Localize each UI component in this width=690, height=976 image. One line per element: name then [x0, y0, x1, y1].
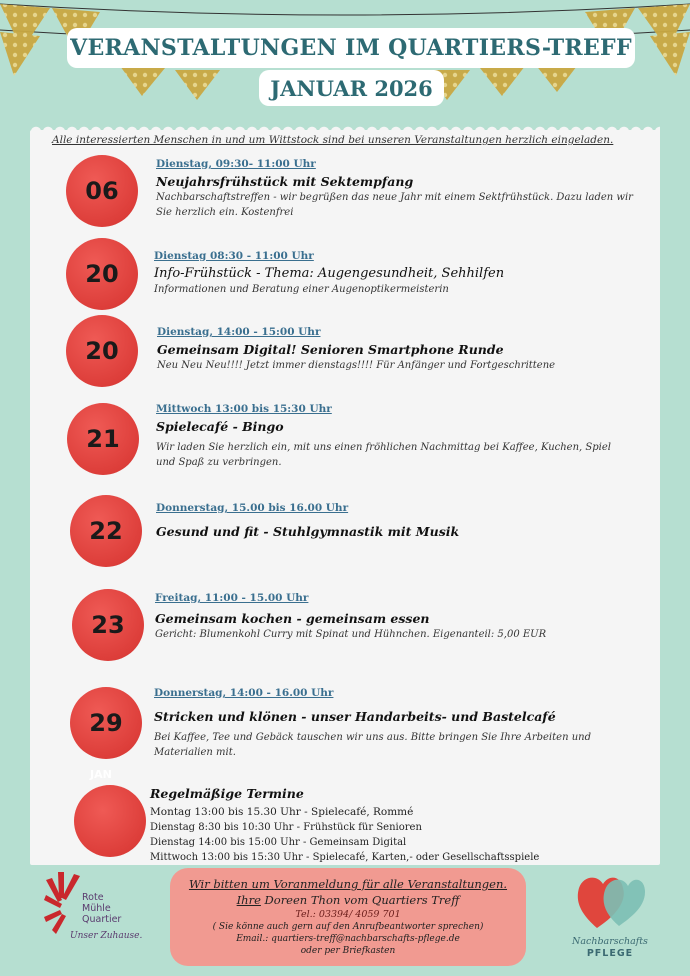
event-time: Dienstag 08:30 - 11:00 Uhr — [154, 250, 314, 262]
intro-text: Alle interessierten Menschen in und um Wittstock sind bei unseren Veranstaltungen herzlich eingeladen. — [52, 134, 614, 146]
rote-muehle-logo — [44, 870, 154, 950]
page-title: VERANSTALTUNGEN IM QUARTIERS-TREFF — [70, 35, 632, 61]
regular-line: Mittwoch 13:00 bis 15:30 Uhr - Spielecafé, Karten,- oder Gesellschaftsspiele — [150, 852, 540, 863]
logo-word: Rote — [82, 892, 104, 903]
event-time: Dienstag, 09:30- 11:00 Uhr — [156, 158, 316, 170]
regular-line: Dienstag 14:00 bis 15:00 Uhr - Gemeinsam Digital — [150, 837, 407, 848]
registration-note: Wir bitten um Voranmeldung für alle Veranstaltungen. — [188, 877, 508, 891]
signature-prefix: Ihre — [236, 893, 261, 907]
event-item — [157, 326, 637, 373]
event-description: Wir laden Sie herzlich ein, mit uns einen fröhlichen Nachmittag bei Kaffee, Kuchen, Spiel und Spaß zu verbringen. — [156, 442, 611, 468]
logo-word: Quartier — [82, 914, 122, 925]
title-banner — [67, 28, 635, 68]
event-item — [156, 158, 636, 220]
event-item — [156, 403, 636, 470]
mill-rays-icon — [44, 870, 84, 940]
event-description: Neu Neu Neu!!!! Jetzt immer dienstags!!!! Für Anfänger und Fortgeschrittene — [157, 360, 556, 371]
date-circle: 22 — [70, 495, 142, 567]
event-title: Neujahrsfrühstück mit Sektempfang — [156, 174, 414, 189]
date-circle: 29 — [70, 687, 142, 759]
event-time: Mittwoch 13:00 bis 15:30 Uhr — [156, 403, 332, 415]
contact-email: Email.: quartiers-treff@nachbarschafts-pflege.de — [236, 934, 460, 944]
contact-box — [170, 868, 526, 966]
event-title: Spielecafé - Bingo — [156, 419, 284, 434]
logo-word: Mühle — [82, 903, 111, 914]
hearts-icon — [575, 870, 645, 934]
event-title: Gemeinsam Digital! Senioren Smartphone Runde — [157, 342, 504, 357]
event-description: Informationen und Beratung einer Augenoptikermeisterin — [154, 284, 449, 295]
voicemail-note: ( Sie könne auch gern auf den Anrufbeantworter sprechen) — [212, 922, 484, 932]
page-subtitle: JANUAR 2026 — [270, 75, 433, 101]
event-time: Donnerstag, 14:00 - 16.00 Uhr — [154, 687, 334, 699]
date-circle: 20 — [66, 315, 138, 387]
regular-line: Dienstag 8:30 bis 10:30 Uhr - Frühstück für Senioren — [150, 822, 422, 833]
mailbox-note: oder per Briefkasten — [300, 946, 396, 956]
event-title: Info-Frühstück - Thema: Augengesundheit, Sehhilfen — [154, 266, 505, 281]
event-title: Gemeinsam kochen - gemeinsam essen — [155, 611, 430, 626]
logo-name-top: Nachbarschafts — [572, 936, 648, 947]
event-description: Nachbarschaftstreffen - wir begrüßen das neue Jahr mit einem Sektfrühstück. Dazu laden wir Sie herzlich ein. Kostenfrei — [156, 192, 633, 218]
event-time: Donnerstag, 15.00 bis 16.00 Uhr — [156, 502, 349, 514]
nachbarschafts-pflege-logo — [560, 870, 660, 960]
regular-title: Regelmäßige Termine — [150, 786, 304, 801]
event-item — [155, 592, 635, 642]
event-title: Stricken und klönen - unser Handarbeits- und Bastelcafé — [154, 709, 556, 724]
event-item — [154, 687, 634, 760]
event-description: Bei Kaffee, Tee und Gebäck tauschen wir uns aus. Bitte bringen Sie Ihre Arbeiten und Materialien mit. — [154, 732, 591, 758]
event-title: Gesund und fit - Stuhlgymnastik mit Musik — [156, 524, 460, 539]
logo-name — [82, 892, 121, 925]
logo-slogan: Unser Zuhause. — [70, 931, 143, 941]
regular-line: Montag 13:00 bis 15.30 Uhr - Spielecafé, Rommé — [150, 806, 414, 818]
event-time: Dienstag, 14:00 - 15:00 Uhr — [157, 326, 321, 338]
event-description: Gericht: Blumenkohl Curry mit Spinat und Hühnchen. Eigenanteil: 5,00 EUR — [155, 629, 547, 640]
date-circle: 06 — [66, 155, 138, 227]
event-item — [156, 502, 636, 539]
event-time: Freitag, 11:00 - 15.00 Uhr — [155, 592, 309, 604]
regular-events — [150, 786, 610, 865]
date-circle: 21 — [67, 403, 139, 475]
date-circle: 23 — [72, 589, 144, 661]
logo-name-bottom: PFLEGE — [586, 948, 634, 959]
signature-name: Doreen Thon vom Quartiers Treff — [260, 893, 460, 907]
regular-circle — [74, 785, 146, 857]
date-circle: 20 — [66, 238, 138, 310]
contact-phone: Tel.: 03394/ 4059 701 — [295, 909, 401, 920]
subtitle-banner — [259, 70, 444, 106]
contact-signature — [170, 892, 526, 908]
jan-label: JAN — [90, 768, 112, 781]
event-item — [154, 250, 634, 297]
